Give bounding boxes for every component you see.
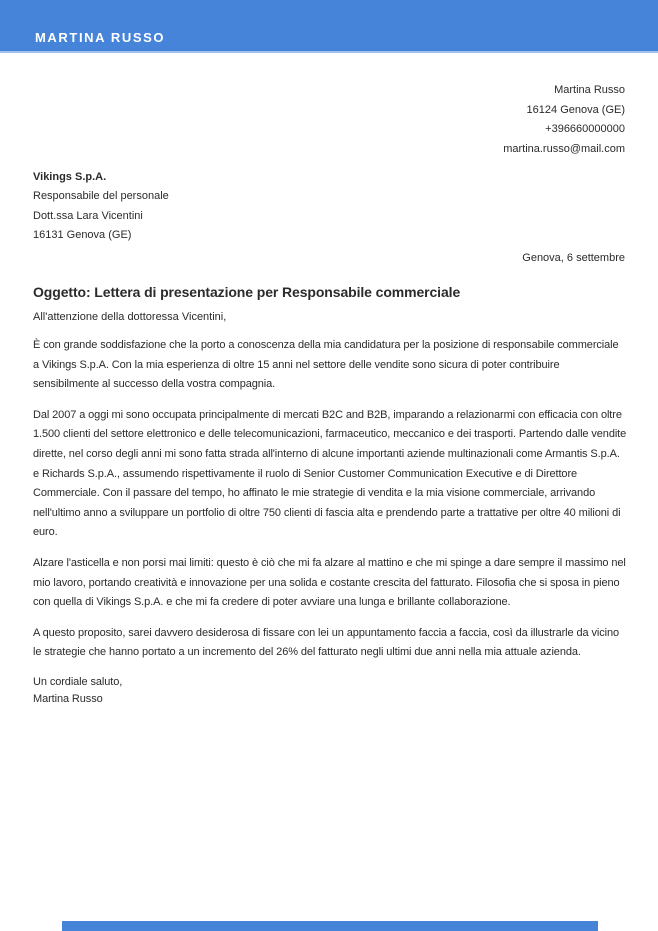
letter-body [33,336,627,709]
recipient-contact: Dott.ssa Lara Vicentini [33,209,143,222]
recipient-address: 16131 Genova (GE) [33,229,132,242]
sender-name: Martina Russo [554,84,625,96]
recipient-company: Vikings S.p.A. [33,171,107,183]
body-paragraph: Alzare l'asticella e non porsi mai limiti: questo è ciò che mi fa alzare al mattino e che mi spinge a dare sempre il massimo nel mio lavoro, portando creatività e innovazione per una solida e costante crescita del fatturato. Filosofia che si sposa in pieno con quella di Vikings S.p.A. e che mi fa credere di poter avviare una lunga e brillante collaborazione. [33,556,626,609]
footer-accent-bar [62,921,598,931]
sender-email: martina.russo@mail.com [503,142,625,155]
date-line: Genova, 6 settembre [522,252,625,264]
body-paragraph: Dal 2007 a oggi mi sono occupata principalmente di mercati B2C and B2B, imparando a relazionarmi con efficacia con oltre 1.500 clienti del settore elettronico e delle telecomunicazioni, farmaceutico, meccanico e dei trasporti. Partendo dalle vendite dirette, nel corso degli anni mi sono fatta strada all'interno di alcune importanti aziende multinazionali come Armantis S.p.A. e Richards S.p.A., assumendo rispettivamente il ruolo di Senior Customer Communication Executive e di Direttore Commerciale. Con il passare del tempo, ho affinato le mie strategie di vendita e la mia visione commerciale, arrivando nell'ultimo anno a sviluppare un portfolio di oltre 750 clienti di fascia alta e prendendo parte a trattative per oltre 40 milioni di euro. [33,408,627,539]
recipient-block [33,168,169,246]
sender-block [503,81,625,159]
signature: Martina Russo [33,693,103,706]
body-paragraph: È con grande soddisfazione che la porto a conoscenza della mia candidatura per la posizione di responsabile commerciale a Vikings S.p.A. Con la mia esperienza di oltre 15 anni nel settore delle vendite sono sicura di poter contribuire sensibilmente al successo della vostra compagnia. [33,339,619,391]
sender-phone: +396660000000 [545,123,625,136]
subject-line: Oggetto: Lettera di presentazione per Responsabile commerciale [33,284,461,300]
letterhead-name: MARTINA RUSSO [35,30,166,45]
letterhead-bar [0,0,658,53]
salutation: All'attenzione della dottoressa Vicentini, [33,311,227,323]
body-paragraph: A questo proposito, sarei davvero desiderosa di fissare con lei un appuntamento faccia a faccia, così da illustrarle da vicino le strategie che hanno portato a un incremento del 26% del fatturato negli ultimi due anni nella mia attuale azienda. [33,626,620,659]
sender-address: 16124 Genova (GE) [526,103,625,116]
closing-block [33,674,627,709]
valediction: Un cordiale saluto, [33,675,123,688]
recipient-role: Responsabile del personale [33,190,169,203]
